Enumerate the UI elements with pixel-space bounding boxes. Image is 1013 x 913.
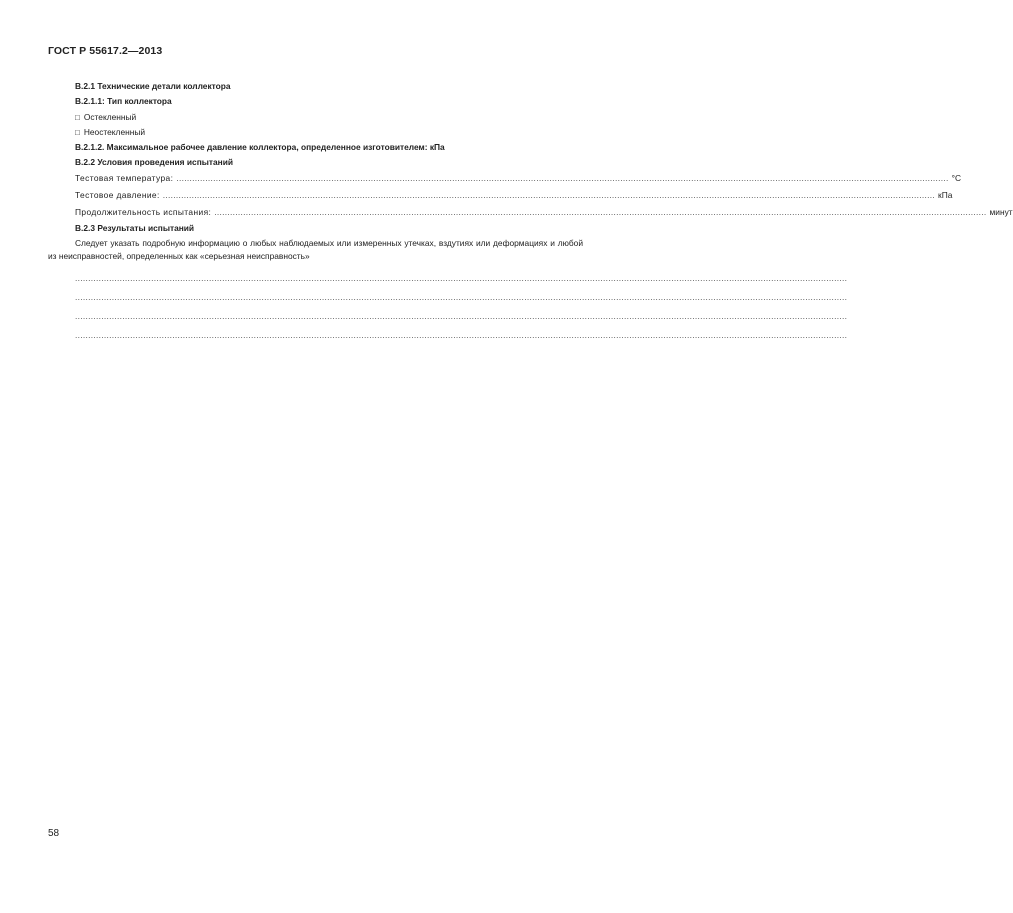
blank-entry-line: ...................................................................................................................................................................................................................................................................................................... <box>75 310 848 321</box>
page-number: 58 <box>48 828 60 839</box>
appendix-content <box>48 80 1013 345</box>
field-test-duration <box>48 206 1013 219</box>
blank-entry-line: ...................................................................................................................................................................................................................................................................................................... <box>75 329 848 340</box>
blank-entry-line: ...................................................................................................................................................................................................................................................................................................... <box>75 272 848 283</box>
section-b21-title: В.2.1 Технические детали коллектора <box>75 81 231 91</box>
option-glazed: □ Остекленный <box>48 111 583 124</box>
section-b22-title: В.2.2 Условия проведения испытаний <box>75 157 234 168</box>
field-unit: минут <box>989 207 1013 218</box>
blank-entry-line: ...................................................................................................................................................................................................................................................................................................... <box>75 291 848 302</box>
section-b211-title: В.2.1.1: Тип коллектора <box>75 96 172 107</box>
dotted-fill: ...................................................................................................................................................................................................................................................................................................... <box>176 172 949 183</box>
field-unit: °С <box>951 172 962 183</box>
dotted-fill: ...................................................................................................................................................................................................................................................................................................... <box>162 190 936 201</box>
section-b23-title: В.2.3 Результаты испытаний <box>75 222 195 233</box>
dotted-fill: ...................................................................................................................................................................................................................................................................................................... <box>214 207 987 218</box>
section-b212-title: В.2.1.2. Максимальное рабочее давление коллектора, определенное изготовителем: кПа <box>75 142 445 153</box>
field-label: Продолжительность испытания: <box>75 207 212 218</box>
document-header: ГОСТ Р 55617.2—2013 <box>48 45 163 57</box>
field-test-pressure <box>48 189 953 202</box>
field-test-temperature <box>48 172 962 185</box>
field-label: Тестовое давление: <box>75 190 160 201</box>
field-label: Тестовая температура: <box>75 172 174 183</box>
results-instruction: Следует указать подробную информацию о любых наблюдаемых или измеренных утечках, вздутиях или деформациях и любой из неисправностей, определенных как «серьезная неисправность» <box>48 237 583 262</box>
option-unglazed: □ Неостекленный <box>48 126 583 139</box>
field-unit: кПа <box>938 190 953 201</box>
